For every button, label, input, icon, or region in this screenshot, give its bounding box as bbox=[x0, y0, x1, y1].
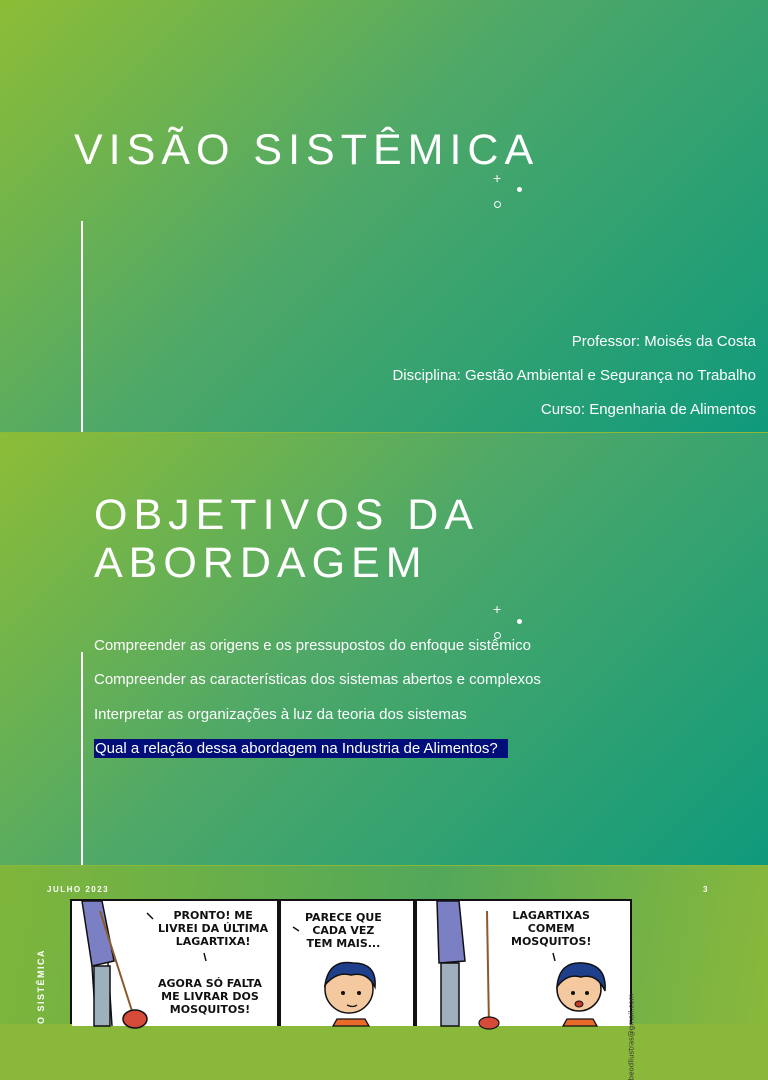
ring-icon bbox=[494, 201, 501, 208]
objective-item: Compreender as origens e os pressupostos do enfoque sistêmico bbox=[94, 637, 531, 654]
objectives-title-line1: OBJETIVOS DA bbox=[94, 491, 480, 539]
discipline-text: Disciplina: Gestão Ambiental e Segurança no Trabalho bbox=[392, 367, 756, 384]
highlighted-question: Qual a relação dessa abordagem na Industria de Alimentos? bbox=[94, 739, 508, 758]
slide-title-heading: VISÃO SISTÊMICA bbox=[74, 126, 540, 174]
plus-icon: + bbox=[493, 601, 502, 617]
vertical-line bbox=[81, 652, 83, 865]
comic-panel-3 bbox=[417, 901, 636, 1080]
comic-speech-1: PRONTO! ME LIVREI DA ÚLTIMA LAGARTIXA! bbox=[158, 909, 269, 948]
slide-title bbox=[0, 0, 768, 432]
comic-speech-4: LAGARTIXAS COMEM MOSQUITOS! bbox=[511, 909, 592, 948]
comic-strip bbox=[70, 899, 636, 1080]
comic-credit: beodliustras@gmail.com bbox=[628, 993, 636, 1080]
comic-speech-3: PARECE QUE CADA VEZ TEM MAIS... bbox=[305, 911, 382, 950]
plus-icon: + bbox=[493, 170, 502, 186]
course-text: Curso: Engenharia de Alimentos bbox=[540, 401, 756, 418]
professor-text: Professor: Moisés da Costa bbox=[571, 333, 756, 350]
date-label: JULHO 2023 bbox=[47, 885, 110, 894]
objective-item: Interpretar as organizações à luz da teoria dos sistemas bbox=[94, 706, 467, 723]
objective-item: Compreender as características dos sistemas abertos e complexos bbox=[94, 671, 541, 688]
objectives-title-line2: ABORDAGEM bbox=[94, 539, 428, 588]
slide-objectives bbox=[0, 433, 768, 865]
comic-speech-2: AGORA SÓ FALTA ME LIVRAR DOS MOSQUITOS! bbox=[158, 977, 262, 1016]
vertical-section-label: O SISTÊMICA bbox=[36, 948, 46, 1024]
objectives-title bbox=[94, 491, 479, 587]
vertical-line bbox=[81, 221, 83, 432]
dot-icon bbox=[517, 187, 522, 192]
comic-panel-2 bbox=[281, 901, 413, 1026]
page-number: 3 bbox=[703, 885, 709, 894]
comic-panel-1 bbox=[72, 901, 277, 1026]
dot-icon bbox=[517, 619, 522, 624]
